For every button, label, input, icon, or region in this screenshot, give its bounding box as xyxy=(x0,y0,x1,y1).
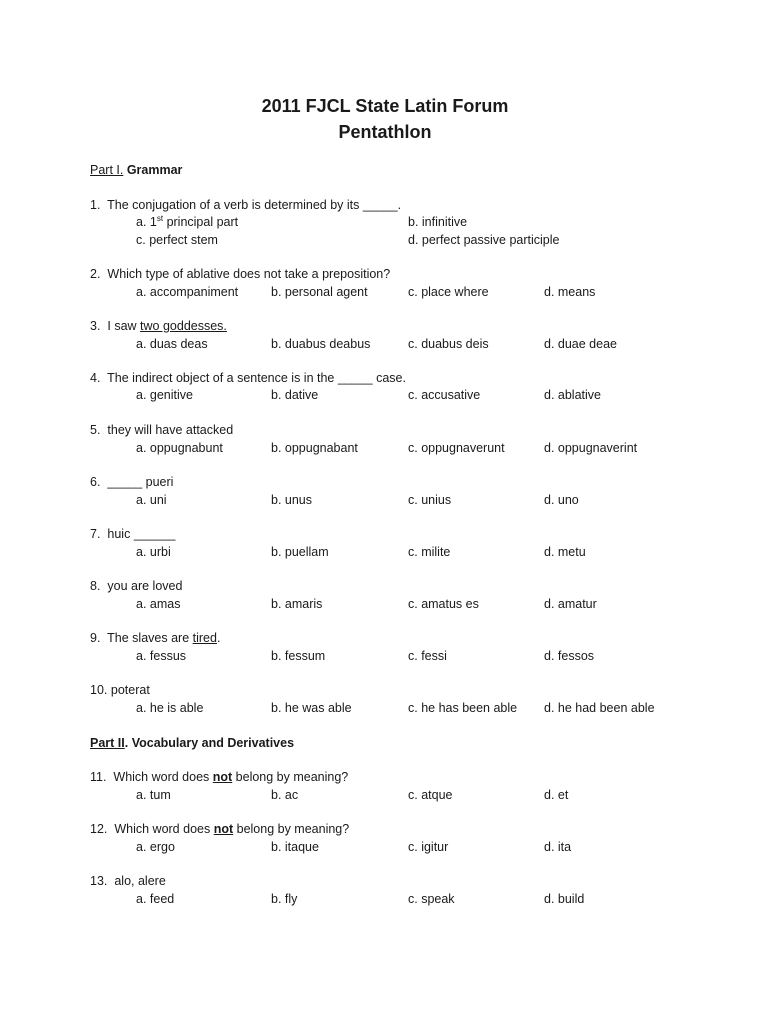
question-9: 9. The slaves are tired. xyxy=(90,631,221,645)
q10-option-c: c. he has been able xyxy=(408,701,518,715)
question-8: 8. you are loved xyxy=(90,579,183,593)
q8-option-b: b. amaris xyxy=(271,597,323,611)
q3-option-c: c. duabus deis xyxy=(408,337,489,351)
question-6: 6. _____ pueri xyxy=(90,475,174,489)
question-text: The conjugation of a verb is determined by its _____. xyxy=(107,198,402,212)
part1-label: Part I. xyxy=(90,163,124,177)
page-title: 2011 FJCL State Latin Forum xyxy=(261,96,509,116)
q8-option-c: c. amatus es xyxy=(408,597,479,611)
q9-option-b: b. fessum xyxy=(271,649,326,663)
q6-option-c: c. unius xyxy=(408,493,452,507)
q10-option-b: b. he was able xyxy=(271,701,352,715)
question-10: 10. poterat xyxy=(90,683,150,697)
q13-option-a: a. feed xyxy=(136,892,175,906)
q5-option-c: c. oppugnaverunt xyxy=(408,441,505,455)
q12-option-b: b. itaque xyxy=(271,840,319,854)
question-4: 4. The indirect object of a sentence is in the _____ case. xyxy=(90,371,406,385)
question-11: 11. Which word does not belong by meaning? xyxy=(90,770,349,784)
q5-option-b: b. oppugnabant xyxy=(271,441,358,455)
q13-option-b: b. fly xyxy=(271,892,298,906)
part2-label: Part II xyxy=(90,736,125,750)
q13-option-c: c. speak xyxy=(408,892,455,906)
q1-option-b: b. infinitive xyxy=(408,215,468,229)
q10-option-a: a. he is able xyxy=(136,701,204,715)
question-7: 7. huic ______ xyxy=(90,527,176,541)
q2-option-c: c. place where xyxy=(408,285,489,299)
q9-option-c: c. fessi xyxy=(408,649,447,663)
q3-option-d: d. duae deae xyxy=(544,337,617,351)
question-13: 13. alo, alere xyxy=(90,874,166,888)
q8-option-a: a. amas xyxy=(136,597,181,611)
q13-option-d: d. build xyxy=(544,892,585,906)
q9-option-d: d. fessos xyxy=(544,649,595,663)
q7-option-c: c. milite xyxy=(408,545,451,559)
q11-option-a: a. tum xyxy=(136,788,171,802)
q2-option-d: d. means xyxy=(544,285,596,299)
q12-option-a: a. ergo xyxy=(136,840,175,854)
question-2: 2. Which type of ablative does not take a preposition? xyxy=(90,267,391,281)
q10-option-d: d. he had been able xyxy=(544,701,655,715)
q4-option-b: b. dative xyxy=(271,388,319,402)
part2-name: . Vocabulary and Derivatives xyxy=(124,736,295,750)
q12-option-c: c. igitur xyxy=(408,840,449,854)
q11-option-c: c. atque xyxy=(408,788,453,802)
question-12: 12. Which word does not belong by meaning? xyxy=(90,822,350,836)
q12-option-d: d. ita xyxy=(544,840,572,854)
q3-option-b: b. duabus deabus xyxy=(271,337,371,351)
q4-option-c: c. accusative xyxy=(408,388,481,402)
q1-option-d: d. perfect passive participle xyxy=(408,233,560,247)
section-header-part2 xyxy=(90,735,294,751)
q6-option-d: d. uno xyxy=(544,493,579,507)
section-header-part1 xyxy=(90,162,182,178)
q6-option-b: b. unus xyxy=(271,493,313,507)
q5-option-d: d. oppugnaverint xyxy=(544,441,638,455)
q8-option-d: d. amatur xyxy=(544,597,597,611)
question-1 xyxy=(90,197,401,213)
part1-name: Grammar xyxy=(126,163,183,177)
q4-option-d: d. ablative xyxy=(544,388,601,402)
page-subtitle: Pentathlon xyxy=(338,122,432,142)
q11-option-d: d. et xyxy=(544,788,569,802)
q5-option-a: a. oppugnabunt xyxy=(136,441,223,455)
q7-option-d: d. metu xyxy=(544,545,586,559)
q4-option-a: a. genitive xyxy=(136,388,193,402)
q1-option-c: c. perfect stem xyxy=(136,233,218,247)
q6-option-a: a. uni xyxy=(136,493,167,507)
question-5: 5. they will have attacked xyxy=(90,423,234,437)
q2-option-a: a. accompaniment xyxy=(136,285,239,299)
q7-option-a: a. urbi xyxy=(136,545,171,559)
question-number: 1. xyxy=(90,198,101,212)
q9-option-a: a. fessus xyxy=(136,649,187,663)
q1-option-a: a. 1st principal part xyxy=(136,213,239,229)
q2-option-b: b. personal agent xyxy=(271,285,368,299)
q7-option-b: b. puellam xyxy=(271,545,329,559)
question-3: 3. I saw two goddesses. xyxy=(90,319,227,333)
q3-option-a: a. duas deas xyxy=(136,337,208,351)
q11-option-b: b. ac xyxy=(271,788,299,802)
